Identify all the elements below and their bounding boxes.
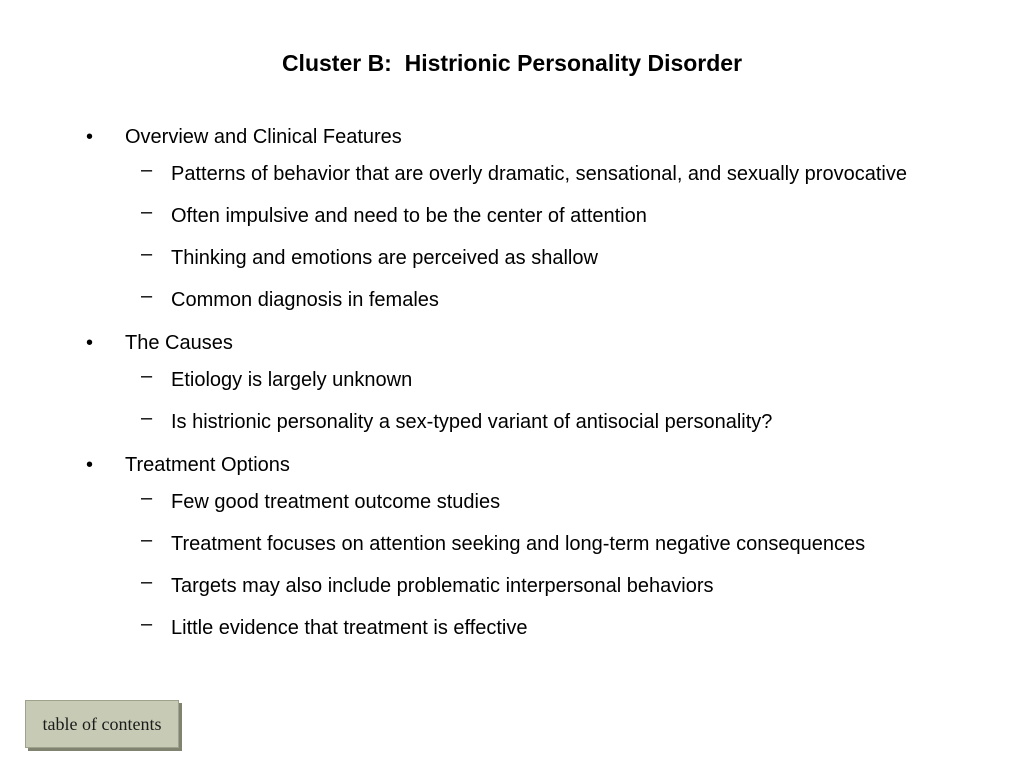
section-heading-causes (0, 330, 1024, 356)
list-item-text: Is histrionic personality a sex-typed variant of antisocial personality? (171, 411, 773, 433)
dash-icon: – (141, 487, 153, 509)
list-item (0, 407, 1024, 433)
list-item (0, 159, 1024, 185)
section-heading-treatment (0, 452, 1024, 478)
list-item-text: Patterns of behavior that are overly dramatic, sensational, and sexually provocative (171, 163, 907, 185)
dash-icon: – (141, 285, 153, 307)
table-of-contents-button[interactable]: table of contents (25, 700, 179, 748)
bullet-list (0, 124, 1024, 658)
list-item (0, 529, 1024, 555)
dash-icon: – (141, 407, 153, 429)
list-item-text: Often impulsive and need to be the center of attention (171, 205, 647, 227)
list-item (0, 571, 1024, 597)
bullet-icon: • (86, 332, 94, 354)
dash-icon: – (141, 159, 153, 181)
list-item (0, 487, 1024, 513)
bullet-icon: • (86, 454, 94, 476)
section-heading-overview (0, 124, 1024, 150)
dash-icon: – (141, 365, 153, 387)
section-heading-text: Treatment Options (125, 454, 290, 476)
list-item-text: Treatment focuses on attention seeking and long-term negative consequences (171, 533, 866, 555)
list-item-text: Little evidence that treatment is effective (171, 617, 528, 639)
list-item-text: Targets may also include problematic interpersonal behaviors (171, 575, 714, 597)
section-heading-text: Overview and Clinical Features (125, 126, 402, 148)
list-item-text: Common diagnosis in females (171, 289, 439, 311)
list-item-text: Few good treatment outcome studies (171, 491, 501, 513)
list-item-text: Thinking and emotions are perceived as shallow (171, 247, 598, 269)
list-item-text: Etiology is largely unknown (171, 369, 413, 391)
bullet-icon: • (86, 126, 94, 148)
list-item (0, 285, 1024, 311)
section-heading-text: The Causes (125, 332, 233, 354)
list-item (0, 243, 1024, 269)
dash-icon: – (141, 201, 153, 223)
list-item (0, 613, 1024, 639)
slide-title: Cluster B: Histrionic Personality Disorder (281, 50, 743, 76)
list-item (0, 201, 1024, 227)
dash-icon: – (141, 571, 153, 593)
dash-icon: – (141, 243, 153, 265)
dash-icon: – (141, 613, 153, 635)
dash-icon: – (141, 529, 153, 551)
list-item (0, 365, 1024, 391)
